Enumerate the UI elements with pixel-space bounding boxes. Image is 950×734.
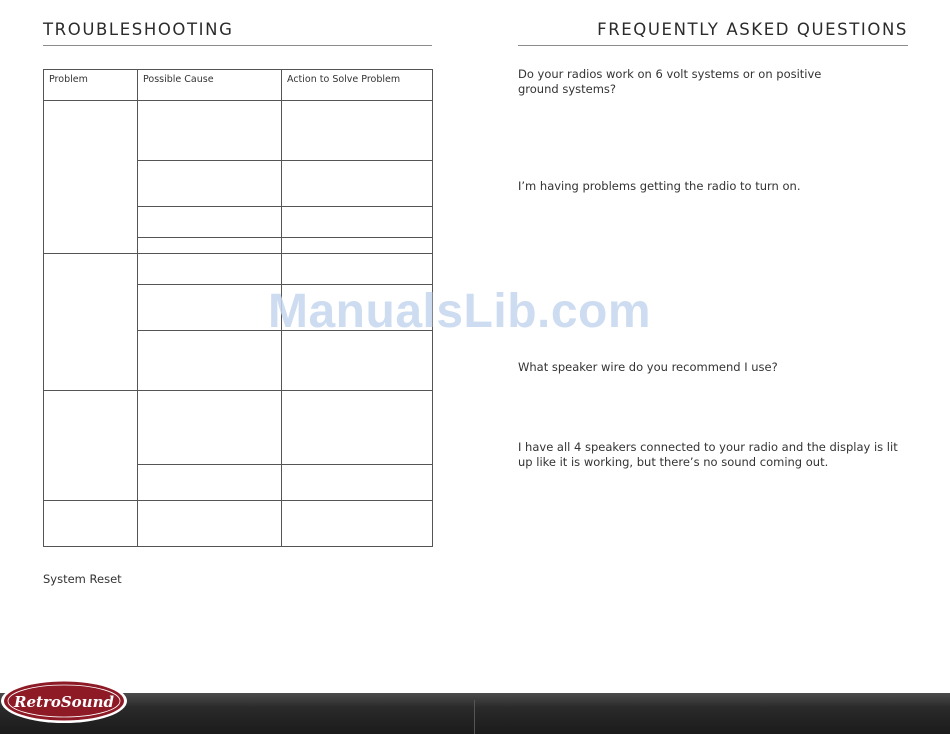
- troubleshooting-title: TROUBLESHOOTING: [43, 20, 234, 39]
- faq-question-4: I have all 4 speakers connected to your radio and the display is lit up like it is working, but there’s no sound coming out.: [518, 440, 898, 469]
- header-problem: Problem: [44, 70, 138, 101]
- faq-title: FREQUENTLY ASKED QUESTIONS: [597, 20, 908, 39]
- cause-cell: [138, 254, 282, 285]
- faq-question-3: What speaker wire do you recommend I use?: [518, 360, 778, 374]
- cause-cell: [138, 101, 282, 161]
- faq-question-2: I’m having problems getting the radio to turn on.: [518, 179, 801, 193]
- system-reset-heading: System Reset: [43, 572, 122, 586]
- header-action: Action to Solve Problem: [282, 70, 433, 101]
- cause-cell: [138, 465, 282, 501]
- action-cell: [282, 254, 433, 285]
- right-title-rule: [518, 45, 908, 46]
- logo-text: RetroSound: [14, 693, 114, 711]
- action-cell: [282, 238, 433, 254]
- table-row: [44, 501, 433, 547]
- cause-cell: [138, 331, 282, 391]
- left-title-rule: [43, 45, 432, 46]
- footer-divider: [474, 700, 475, 734]
- watermark: ManualsLib.com: [268, 285, 652, 338]
- table-header-row: [44, 70, 433, 101]
- action-cell: [282, 101, 433, 161]
- header-possible-cause: Possible Cause: [138, 70, 282, 101]
- retrosound-logo: [0, 677, 130, 725]
- action-cell: [282, 331, 433, 391]
- problem-cell: [44, 391, 138, 501]
- table-row: [44, 254, 433, 285]
- faq-question-1: Do your radios work on 6 volt systems or on positive ground systems?: [518, 67, 822, 96]
- problem-cell: [44, 501, 138, 547]
- cause-cell: [138, 161, 282, 207]
- action-cell: [282, 465, 433, 501]
- action-cell: [282, 501, 433, 547]
- problem-cell: [44, 101, 138, 254]
- cause-cell: [138, 238, 282, 254]
- problem-cell: [44, 254, 138, 391]
- cause-cell: [138, 501, 282, 547]
- table-row: [44, 101, 433, 161]
- footer-bar: [0, 693, 950, 734]
- action-cell: [282, 207, 433, 238]
- cause-cell: [138, 207, 282, 238]
- action-cell: [282, 391, 433, 465]
- cause-cell: [138, 285, 282, 331]
- action-cell: [282, 161, 433, 207]
- table-row: [44, 391, 433, 465]
- cause-cell: [138, 391, 282, 465]
